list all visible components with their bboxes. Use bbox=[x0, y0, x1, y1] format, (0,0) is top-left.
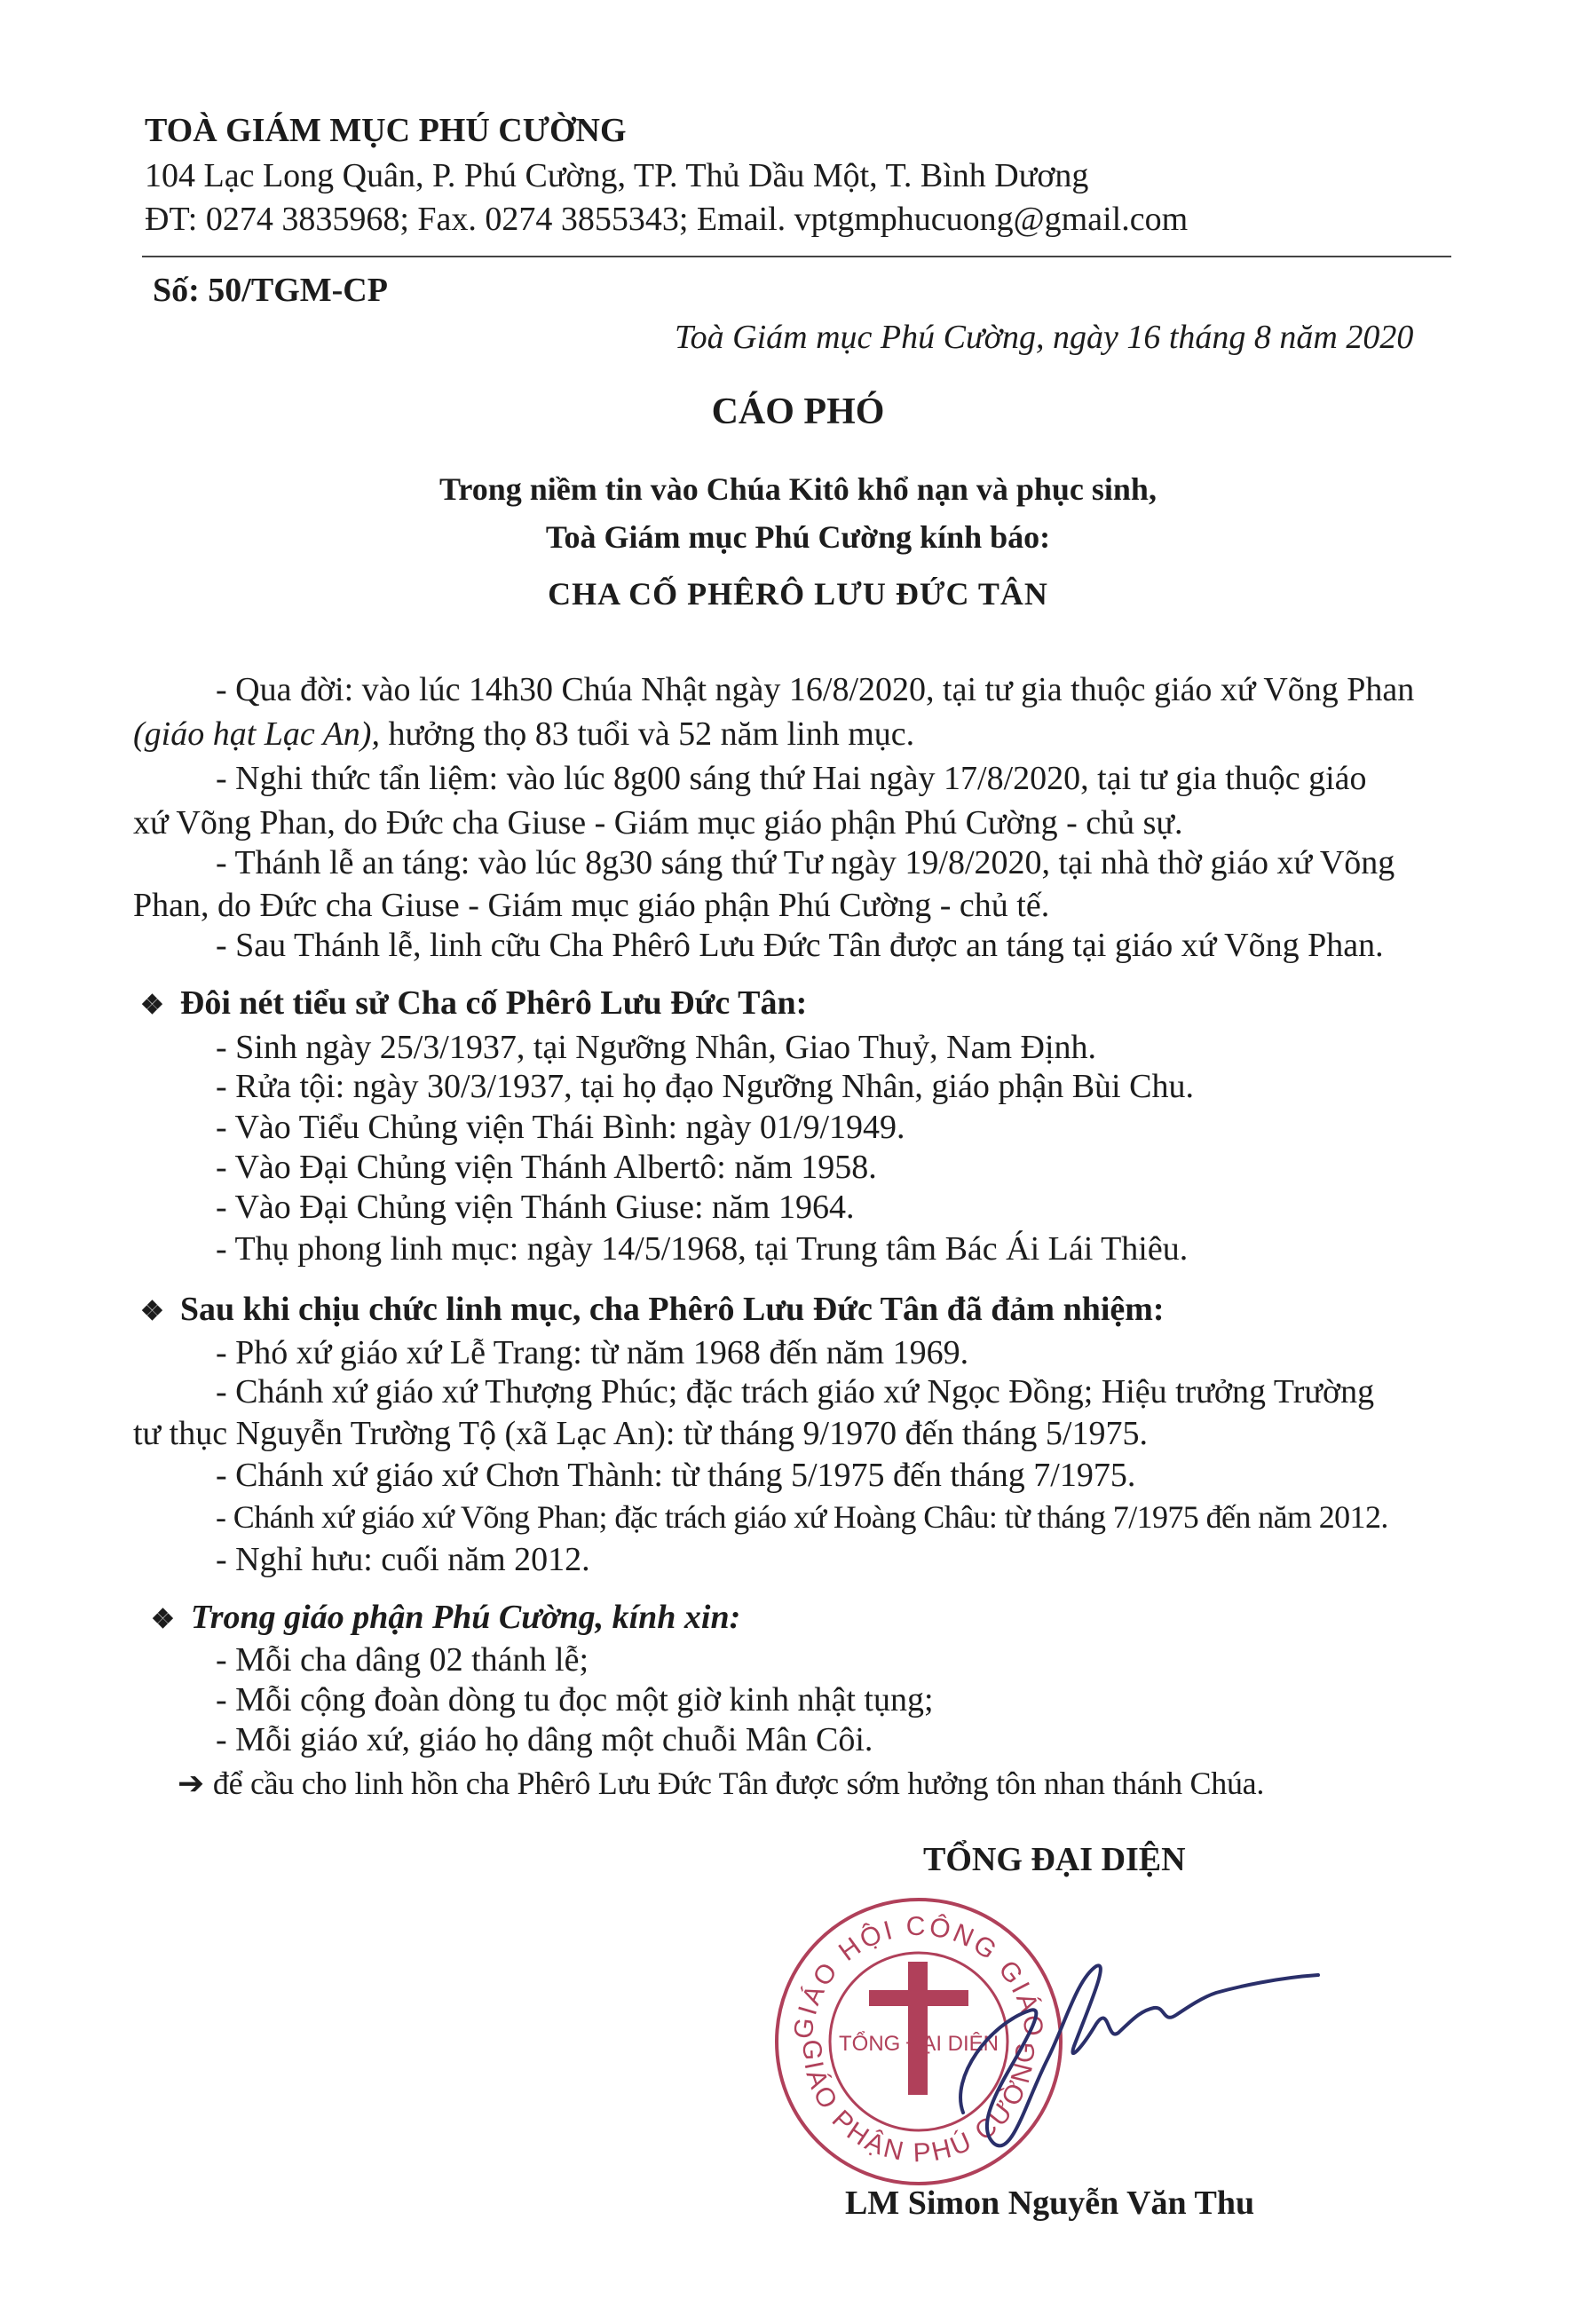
org-name: TOÀ GIÁM MỤC PHÚ CƯỜNG bbox=[145, 112, 627, 149]
ministry-item: - Chánh xứ giáo xứ Chơn Thành: từ tháng 5/1975 đến tháng 7/1975. bbox=[216, 1457, 1136, 1494]
encoffin-line-1: - Nghi thức tẩn liệm: vào lúc 8g00 sáng thứ Hai ngày 17/8/2020, tại tư gia thuộc giáo bbox=[216, 760, 1367, 797]
document-title: CÁO PHÓ bbox=[711, 391, 885, 432]
request-conclusion-row bbox=[178, 1765, 1264, 1802]
request-conclusion: để cầu cho linh hồn cha Phêrô Lưu Đức Tân được sớm hưởng tôn nhan thánh Chúa. bbox=[212, 1766, 1265, 1801]
request-heading: Trong giáo phận Phú Cường, kính xin: bbox=[190, 1599, 741, 1636]
burial-line: - Sau Thánh lễ, linh cữu Cha Phêrô Lưu Đức Tân được an táng tại giáo xứ Võng Phan. bbox=[216, 927, 1384, 964]
bio-item: - Sinh ngày 25/3/1937, tại Ngưỡng Nhân, Giao Thuỷ, Nam Định. bbox=[216, 1029, 1097, 1066]
request-item: - Mỗi giáo xứ, giáo họ dâng một chuỗi Mân Côi. bbox=[216, 1721, 873, 1758]
encoffin-line-2: xứ Võng Phan, do Đức cha Giuse - Giám mục giáo phận Phú Cường - chủ sự. bbox=[133, 804, 1183, 841]
death-line-1: - Qua đời: vào lúc 14h30 Chúa Nhật ngày 16/8/2020, tại tư gia thuộc giáo xứ Võng Phan bbox=[216, 671, 1415, 708]
cross-vertical bbox=[908, 1962, 928, 2095]
request-heading-row bbox=[151, 1598, 740, 1637]
bio-item: - Vào Đại Chủng viện Thánh Albertô: năm 1958. bbox=[216, 1149, 877, 1186]
deceased-name: CHA CỐ PHÊRÔ LƯU ĐỨC TÂN bbox=[548, 576, 1048, 612]
signatory-name: LM Simon Nguyễn Văn Thu bbox=[845, 2184, 1255, 2222]
reference-number: Số: 50/TGM-CP bbox=[153, 272, 388, 309]
org-address: 104 Lạc Long Quân, P. Phú Cường, TP. Thủ Dầu Một, T. Bình Dương bbox=[145, 157, 1089, 194]
request-item: - Mỗi cha dâng 02 thánh lễ; bbox=[216, 1641, 589, 1679]
diamond-bullet-icon: ❖ bbox=[140, 991, 164, 1020]
bio-item: - Rửa tội: ngày 30/3/1937, tại họ đạo Ngưỡng Nhân, giáo phận Bùi Chu. bbox=[216, 1068, 1194, 1105]
place-date: Toà Giám mục Phú Cường, ngày 16 tháng 8 năm 2020 bbox=[675, 319, 1414, 356]
intro-line-2: Toà Giám mục Phú Cường kính báo: bbox=[545, 519, 1051, 555]
seal-center-text: TỔNG ĐẠI DIỆN bbox=[838, 2032, 999, 2056]
header-divider bbox=[142, 256, 1451, 257]
bio-item: - Thụ phong linh mục: ngày 14/5/1968, tại Trung tâm Bác Ái Lái Thiêu. bbox=[216, 1230, 1189, 1268]
seal-top-text: GIÁO HỘI CÔNG GIÁO bbox=[788, 1911, 1049, 2041]
ministry-item: - Phó xứ giáo xứ Lễ Trang: từ năm 1968 đến năm 1969. bbox=[216, 1334, 969, 1371]
death-age: hưởng thọ 83 tuổi và 52 năm linh mục. bbox=[379, 715, 915, 753]
bio-item: - Vào Tiểu Chủng viện Thái Bình: ngày 01/9/1949. bbox=[216, 1109, 905, 1146]
right-arrow-icon: ➔ bbox=[178, 1766, 204, 1801]
death-line-2 bbox=[133, 715, 914, 754]
deanery-note: (giáo hạt Lạc An), bbox=[133, 715, 380, 753]
funeral-line-1: - Thánh lễ an táng: vào lúc 8g30 sáng thứ Tư ngày 19/8/2020, tại nhà thờ giáo xứ Võng bbox=[216, 844, 1395, 881]
request-item: - Mỗi cộng đoàn dòng tu đọc một giờ kinh nhật tụng; bbox=[216, 1681, 934, 1718]
bio-item: - Vào Đại Chủng viện Thánh Giuse: năm 1964. bbox=[216, 1189, 855, 1226]
official-seal bbox=[777, 1900, 1061, 2184]
bio-heading: Đôi nét tiểu sử Cha cố Phêrô Lưu Đức Tân: bbox=[179, 984, 808, 1022]
ministry-item: - Chánh xứ giáo xứ Thượng Phúc; đặc trách giáo xứ Ngọc Đồng; Hiệu trưởng Trường bbox=[216, 1373, 1375, 1410]
ministry-item: - Nghỉ hưu: cuối năm 2012. bbox=[216, 1541, 590, 1578]
funeral-line-2: Phan, do Đức cha Giuse - Giám mục giáo phận Phú Cường - chủ tế. bbox=[133, 887, 1050, 924]
intro-line-1: Trong niềm tin vào Chúa Kitô khổ nạn và phục sinh, bbox=[439, 471, 1157, 507]
diamond-bullet-icon: ❖ bbox=[140, 1297, 164, 1326]
seal-and-signature bbox=[759, 1891, 1327, 2192]
seal-bottom-text: GIÁO PHẬN PHÚ CƯỜNG bbox=[796, 2038, 1041, 2169]
signatory-title: TỔNG ĐẠI DIỆN bbox=[923, 1841, 1186, 1878]
cross-horizontal bbox=[869, 1990, 968, 2006]
ministry-heading: Sau khi chịu chức linh mục, cha Phêrô Lưu Đức Tân đã đảm nhiệm: bbox=[179, 1291, 1165, 1328]
ministry-heading-row bbox=[140, 1290, 1165, 1329]
bio-heading-row bbox=[140, 984, 807, 1023]
ministry-item: - Chánh xứ giáo xứ Võng Phan; đặc trách giáo xứ Hoàng Châu: từ tháng 7/1975 đến năm 2012. bbox=[216, 1499, 1388, 1535]
org-contact: ĐT: 0274 3835968; Fax. 0274 3855343; Email. vptgmphucuong@gmail.com bbox=[145, 201, 1189, 238]
diamond-bullet-icon: ❖ bbox=[151, 1605, 175, 1634]
ministry-item-continued: tư thục Nguyễn Trường Tộ (xã Lạc An): từ tháng 9/1970 đến tháng 5/1975. bbox=[133, 1415, 1148, 1452]
